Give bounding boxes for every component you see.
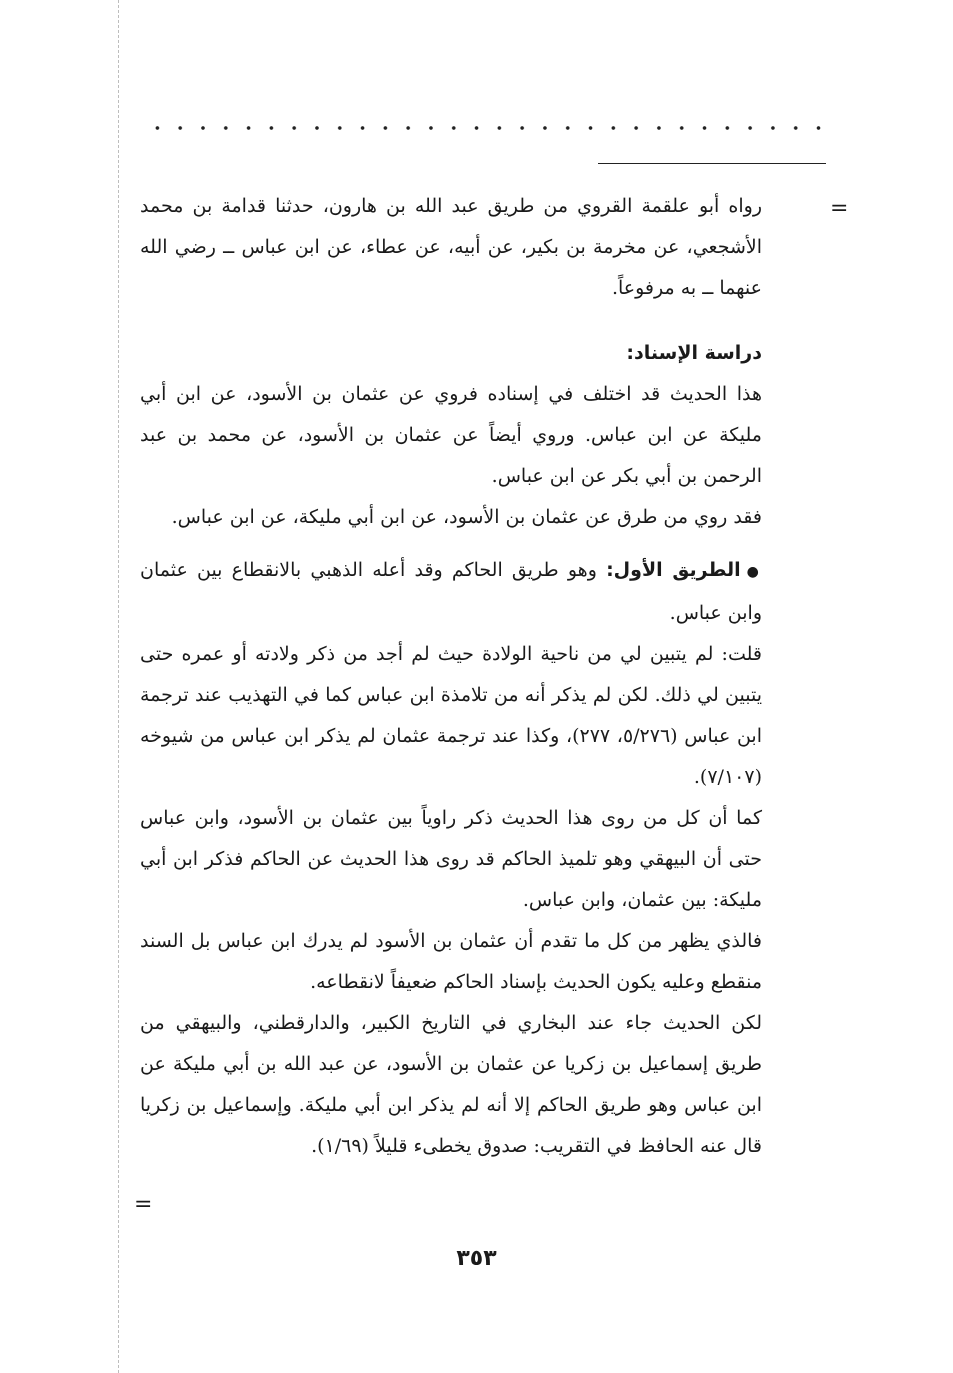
isnad-paragraph-1: هذا الحديث قد اختلف في إسناده فروي عن عثمان بن الأسود، عن ابن أبي مليكة عن ابن عباس. وروي أيضاً عن عثمان بن الأسود، عن محمد بن عبد الرحمن بن أبي بكر عن ابن عباس. xyxy=(140,383,762,487)
first-route-paragraph-1: قلت: لم يتبين لي من ناحية الولادة حيث لم أجد من ذكر ولادته أو عمره حتى يتبين لي ذلك. لكن لم يذكر أنه من تلامذة ابن عباس كما في التهذيب عند ترجمة ابن عباس (٥/٢٧٦، ٢٧٧)، وكذا عند ترجمة عثمان لم يذكر ابن عباس من شيوخه (٧/١٠٧). xyxy=(140,643,762,788)
bullet-icon: ● xyxy=(746,564,763,580)
first-route-paragraph-3: فالذي يظهر من كل ما تقدم أن عثمان بن الأسود لم يدرك ابن عباس بل السند منقطع وعليه يكون الحديث بإسناد الحاكم ضعيفاً لانقطاعه. xyxy=(140,930,762,993)
page-body xyxy=(140,186,762,1167)
first-route-text: وهو طريق الحاكم وقد أعله الذهبي بالانقطاع بين عثمان وابن عباس. xyxy=(140,559,762,624)
first-route-paragraph-4: لكن الحديث جاء عند البخاري في التاريخ الكبير، والدارقطني، والبيهقي من طريق إسماعيل بن زكريا عن عثمان بن الأسود، عن عبد الله بن أبي مليكة عن ابن عباس وهو طريق الحاكم إلا أنه لم يذكر ابن أبي مليكة. وإسماعيل بن زكريا قال عنه الحافظ في التقريب: صدوق يخطىء قليلاً (١/٦٩). xyxy=(140,1012,762,1157)
first-route-heading: الطريق الأول: xyxy=(606,559,741,581)
footnote-separator-rule xyxy=(598,163,826,164)
isnad-study-heading: دراسة الإسناد: xyxy=(626,342,762,364)
isnad-paragraph-2: فقد روي من طرق عن عثمان بن الأسود، عن ابن أبي مليكة، عن ابن عباس. xyxy=(171,506,762,528)
footnote-continuation-text: رواه أبو علقمة القروي من طريق عبد الله بن هارون، حدثنا قدامة بن محمد الأشجعي، عن مخرمة بن بكير، عن أبيه، عن عطاء، عن ابن عباس ــ رضي الله عنهما ــ به مرفوعاً. xyxy=(140,195,762,299)
first-route-paragraph xyxy=(140,550,762,634)
dotted-separator xyxy=(146,122,830,134)
continuation-mark-bottom: = xyxy=(134,1192,153,1217)
binding-guide-line xyxy=(118,0,119,1373)
page-number: ٣٥٣ xyxy=(456,1246,497,1271)
continuation-mark-top: = xyxy=(830,196,849,221)
first-route-paragraph-2: كما أن كل من روى هذا الحديث ذكر راوياً بين عثمان بن الأسود، وابن عباس حتى أن البيهقي وهو تلميذ الحاكم قد روى هذا الحديث عن الحاكم فذكر ابن أبي مليكة: بين عثمان، وابن عباس. xyxy=(140,807,762,911)
